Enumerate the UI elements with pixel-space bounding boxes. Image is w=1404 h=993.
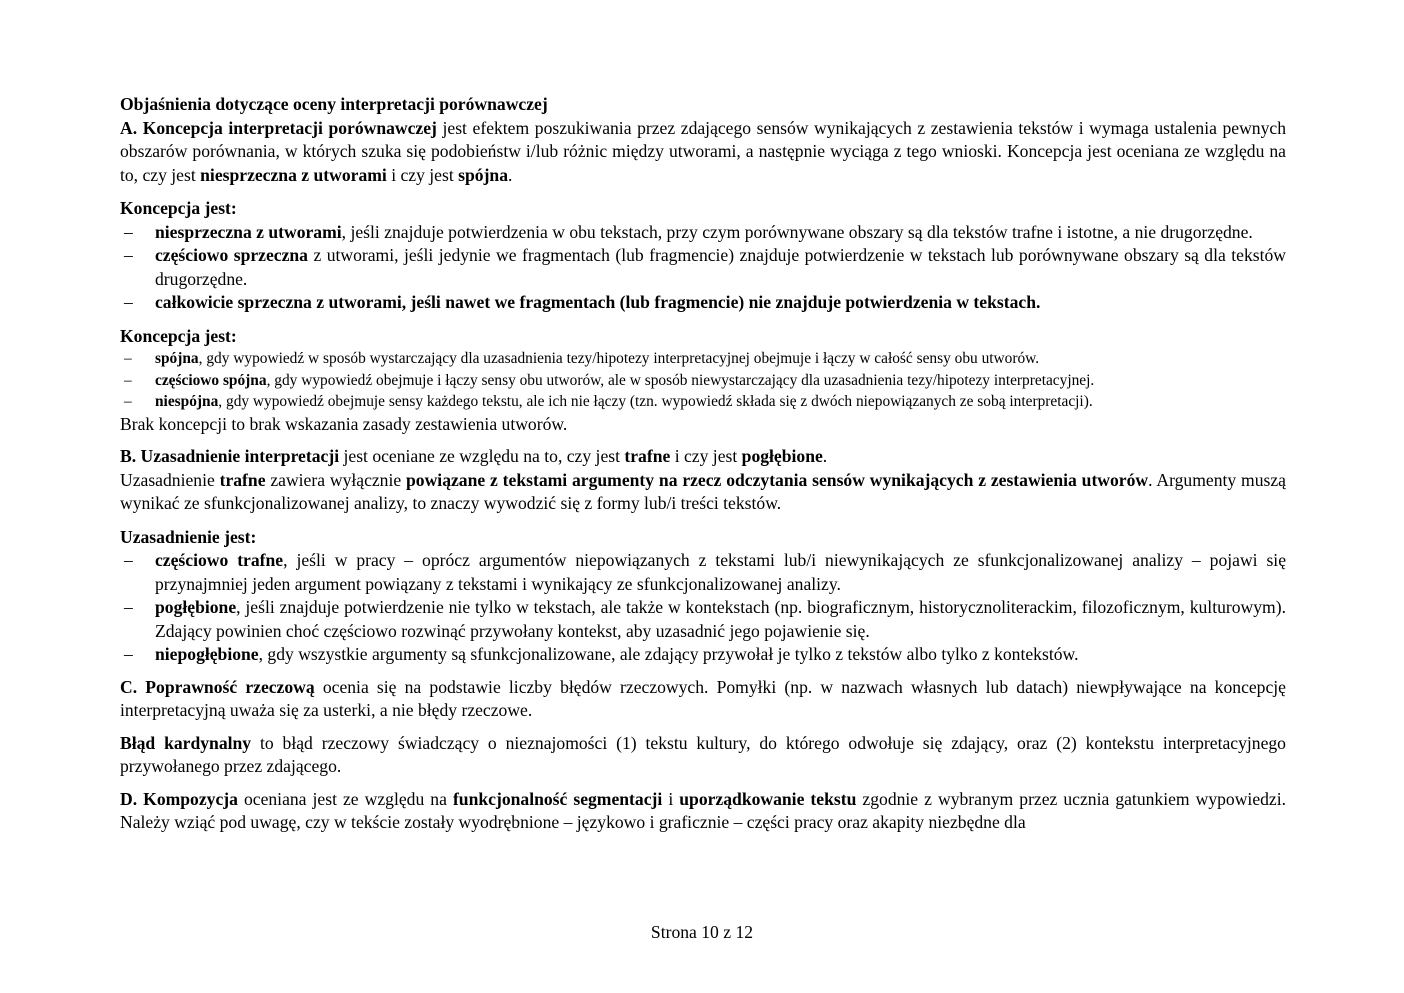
concept-list-1 (120, 221, 1286, 315)
section-d-paragraph: D. Kompozycja oceniana jest ze względu na funkcjonalność segmentacji i uporządkowanie tekstu zgodnie z wybranym przez ucznia gatunkiem wypowiedzi. Należy wziąć pod uwagę, czy w tekście zostały wyodrębnione – językowo i graficznie – części pracy oraz akapity niezbędne dla (120, 788, 1287, 832)
concept-note: Brak koncepcji to brak wskazania zasady zestawienia utworów. (120, 413, 568, 434)
list-item: – częściowo sprzeczna z utworami, jeśli jedynie we fragmentach (lub fragmencie) znajduje potwierdzenie w tekstach lub porównywane obszary są dla tekstów drugorzędne. (120, 244, 1286, 291)
concept-list-2 (120, 348, 1286, 413)
list-item: – pogłębione, jeśli znajduje potwierdzenie nie tylko w tekstach, ale także w kontekstach (np. biograficznym, historycznoliterackim, filozoficznym, kulturowym). Zdający powinien choć częściowo rozwinąć przywołany kontekst, aby uzasadnić jego pojawienie się. (120, 596, 1286, 643)
list-item: – niepogłębione, gdy wszystkie argumenty są sfunkcjonalizowane, ale zdający przywołał je tylko z tekstów albo tylko z kontekstów. (120, 643, 1286, 667)
document-page (120, 93, 1286, 835)
list-item: – niespójna, gdy wypowiedź obejmuje sensy każdego tekstu, ale ich nie łączy (tzn. wypowiedź składa się z dwóch niepowiązanych ze sobą interpretacji). (120, 391, 1286, 413)
concept-heading-1: Koncepcja jest: (120, 198, 237, 218)
page-number: Strona 10 z 12 (650, 922, 754, 942)
section-c-paragraph: C. Poprawność rzeczową ocenia się na podstawie liczby błędów rzeczowych. Pomyłki (np. w nazwach własnych lub datach) niewpływające na koncepcję interpretacyjną uważa się za usterki, a nie błędy rzeczowe. (120, 676, 1286, 720)
cardinal-error-paragraph: Błąd kardynalny to błąd rzeczowy świadczący o nieznajomości (1) tekstu kultury, do którego odwołuje się zdający, oraz (2) kontekstu interpretacyjnego przywołanego przez zdającego. (120, 732, 1286, 776)
document-title: Objaśnienia dotyczące oceny interpretacji porównawczej (120, 94, 548, 114)
section-b-paragraph: B. Uzasadnienie interpretacji jest oceniane ze względu na to, czy jest trafne i czy jest pogłębione. Uzasadnienie trafne zawiera wyłącznie powiązane z tekstami argumenty na rzecz odczytania sensów wynikających z zestawienia utworów. Argumenty muszą wynikać ze sfunkcjonalizowanej analizy, to znaczy wywodzić się z formy lub/i treści tekstów. (120, 446, 1286, 513)
concept-heading-2: Koncepcja jest: (120, 325, 237, 346)
list-item: – niesprzeczna z utworami, jeśli znajduje potwierdzenia w obu tekstach, przy czym porównywane obszary są dla tekstów trafne i istotne, a nie drugorzędne. (120, 221, 1286, 245)
list-item: – częściowo spójna, gdy wypowiedź obejmuje i łączy sensy obu utworów, ale w sposób niewystarczający dla uzasadnienia tezy/hipotezy interpretacyjnej. (120, 370, 1286, 392)
list-item: – całkowicie sprzeczna z utworami, jeśli nawet we fragmentach (lub fragmencie) nie znajduje potwierdzenia w tekstach. (120, 291, 1286, 315)
list-item: – częściowo trafne, jeśli w pracy – oprócz argumentów niepowiązanych z tekstami lub/i niewynikających ze sfunkcjonalizowanej analizy – pojawi się przynajmniej jeden argument powiązany z tekstami i wynikający ze sfunkcjonalizowanej analizy. (120, 549, 1286, 596)
list-item: – spójna, gdy wypowiedź w sposób wystarczający dla uzasadnienia tezy/hipotezy interpretacyjnej obejmuje i łączy w całość sensy obu utworów. (120, 348, 1286, 370)
justification-heading: Uzasadnienie jest: (120, 526, 257, 547)
section-a-paragraph: A. Koncepcja interpretacji porównawczej jest efektem poszukiwania przez zdającego sensów wynikających z zestawienia tekstów i wymaga ustalenia pewnych obszarów porównania, w których szuka się podobieństw i/lub różnic między utworami, a następnie wyciąga z tego wnioski. Koncepcja jest oceniana ze względu na to, czy jest niesprzeczna z utworami i czy jest spójna. (120, 117, 1286, 185)
justification-list (120, 549, 1286, 667)
